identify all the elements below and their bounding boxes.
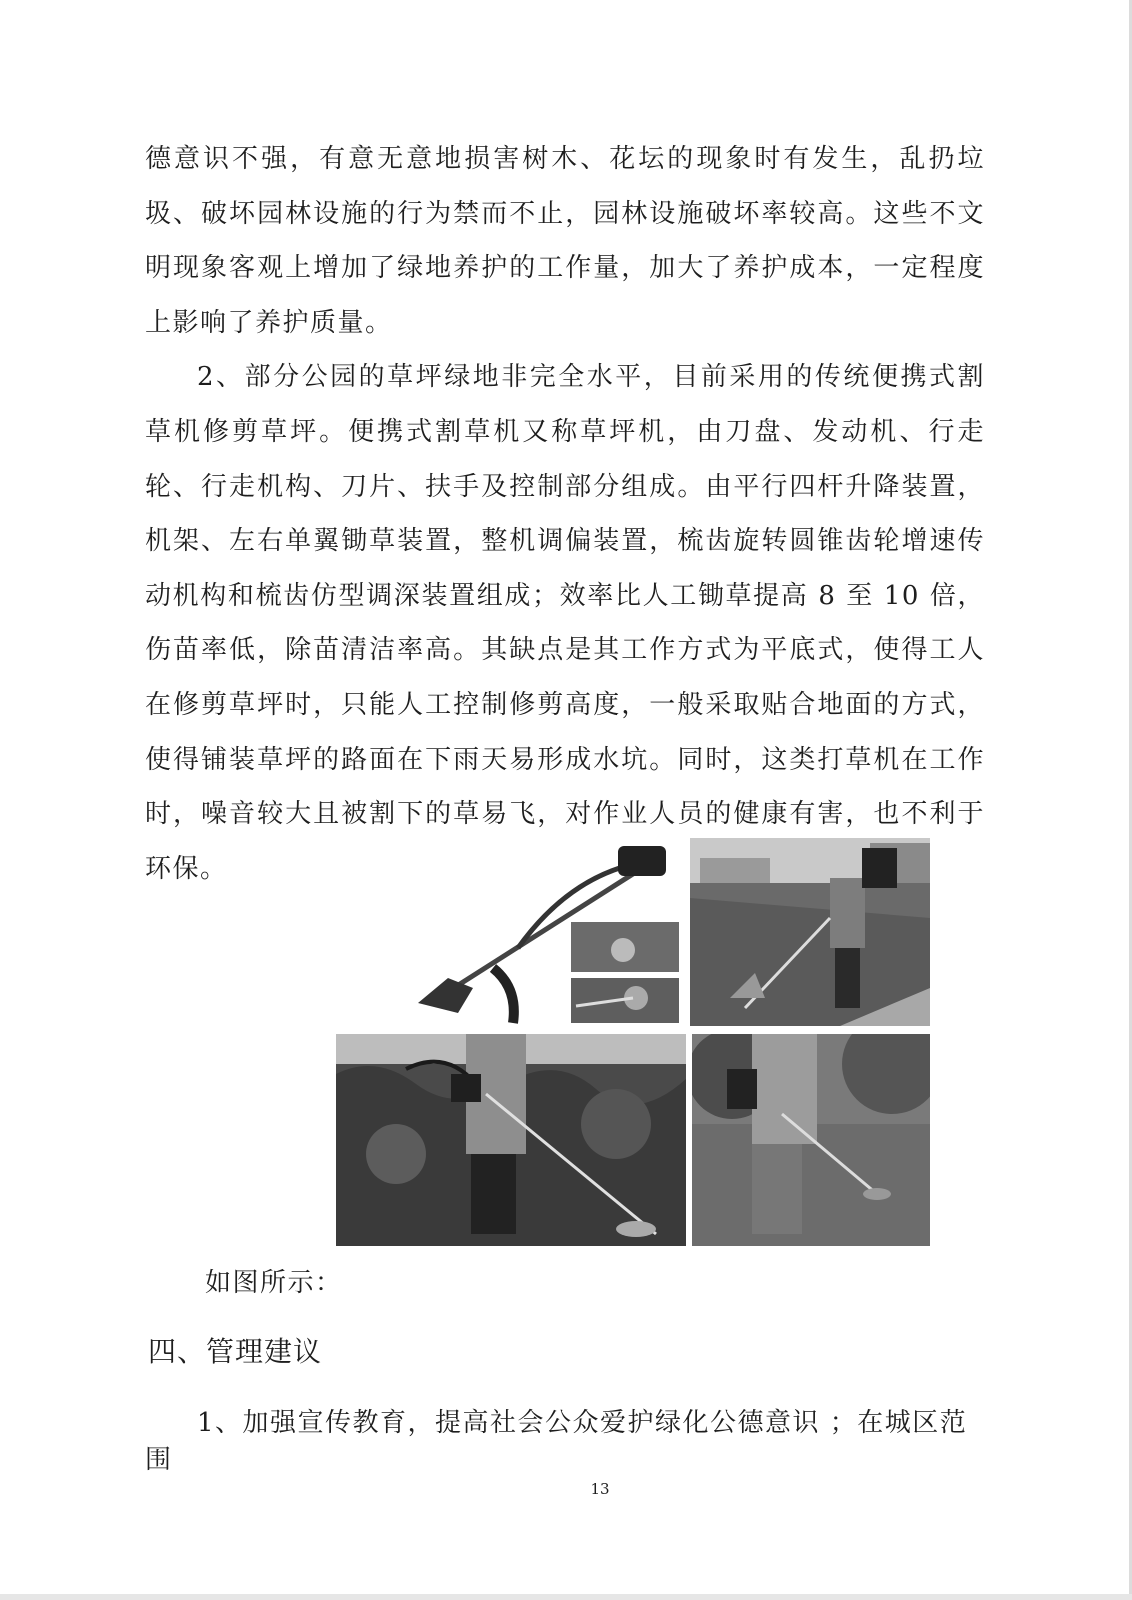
scan-bottom-shadow [0, 1594, 1132, 1600]
worker-trees-photo [692, 1034, 930, 1246]
figure-caption: 如图所示： [205, 1268, 343, 1298]
worker-field-photo [690, 838, 930, 1026]
section-heading: 四、管理建议 [148, 1335, 323, 1368]
paragraph-lawn-mower: 2、部分公园的草坪绿地非完全水平，目前采用的传统便携式割草机修剪草坪。便携式割草机又称草坪机，由刀盘、发动机、行走轮、行走机构、刀片、扶手及控制部分组成。由平行四杆升降装置，机架、左右单翼锄草装置，整机调偏装置，梳齿旋转圆锥齿轮增速传动机构和梳齿仿型调深装置组成；效率比人工锄草提高 8 至 10 倍，伤苗率低，除苗清洁率高。其缺点是其工作方式为平底式，使得工人在修剪草坪时，只能人工控制修剪高度，一般采取贴合地面的方式，使得铺装草坪的路面在下雨天易形成水坑。同时，这类打草机在工作时，噪音较大且被割下的草易飞，对作业人员的健康有害，也不利于环保。 [145, 362, 985, 884]
body-text [145, 132, 985, 896]
paragraph-suggestion-1: 1、加强宣传教育，提高社会公众爱护绿化公德意识 ；在城区范围 [145, 1408, 968, 1475]
page-number: 13 [590, 1480, 610, 1498]
worker-weeds-photo [336, 1034, 686, 1246]
brush-cutter-product-photo [408, 838, 688, 1026]
paragraph-continuation: 德意识不强，有意无意地损害树木、花坛的现象时有发生，乱扔垃圾、破坏园林设施的行为禁而不止，园林设施破坏率较高。这些不文明现象客观上增加了绿地养护的工作量，加大了养护成本，一定程度上影响了养护质量。 [145, 144, 985, 338]
